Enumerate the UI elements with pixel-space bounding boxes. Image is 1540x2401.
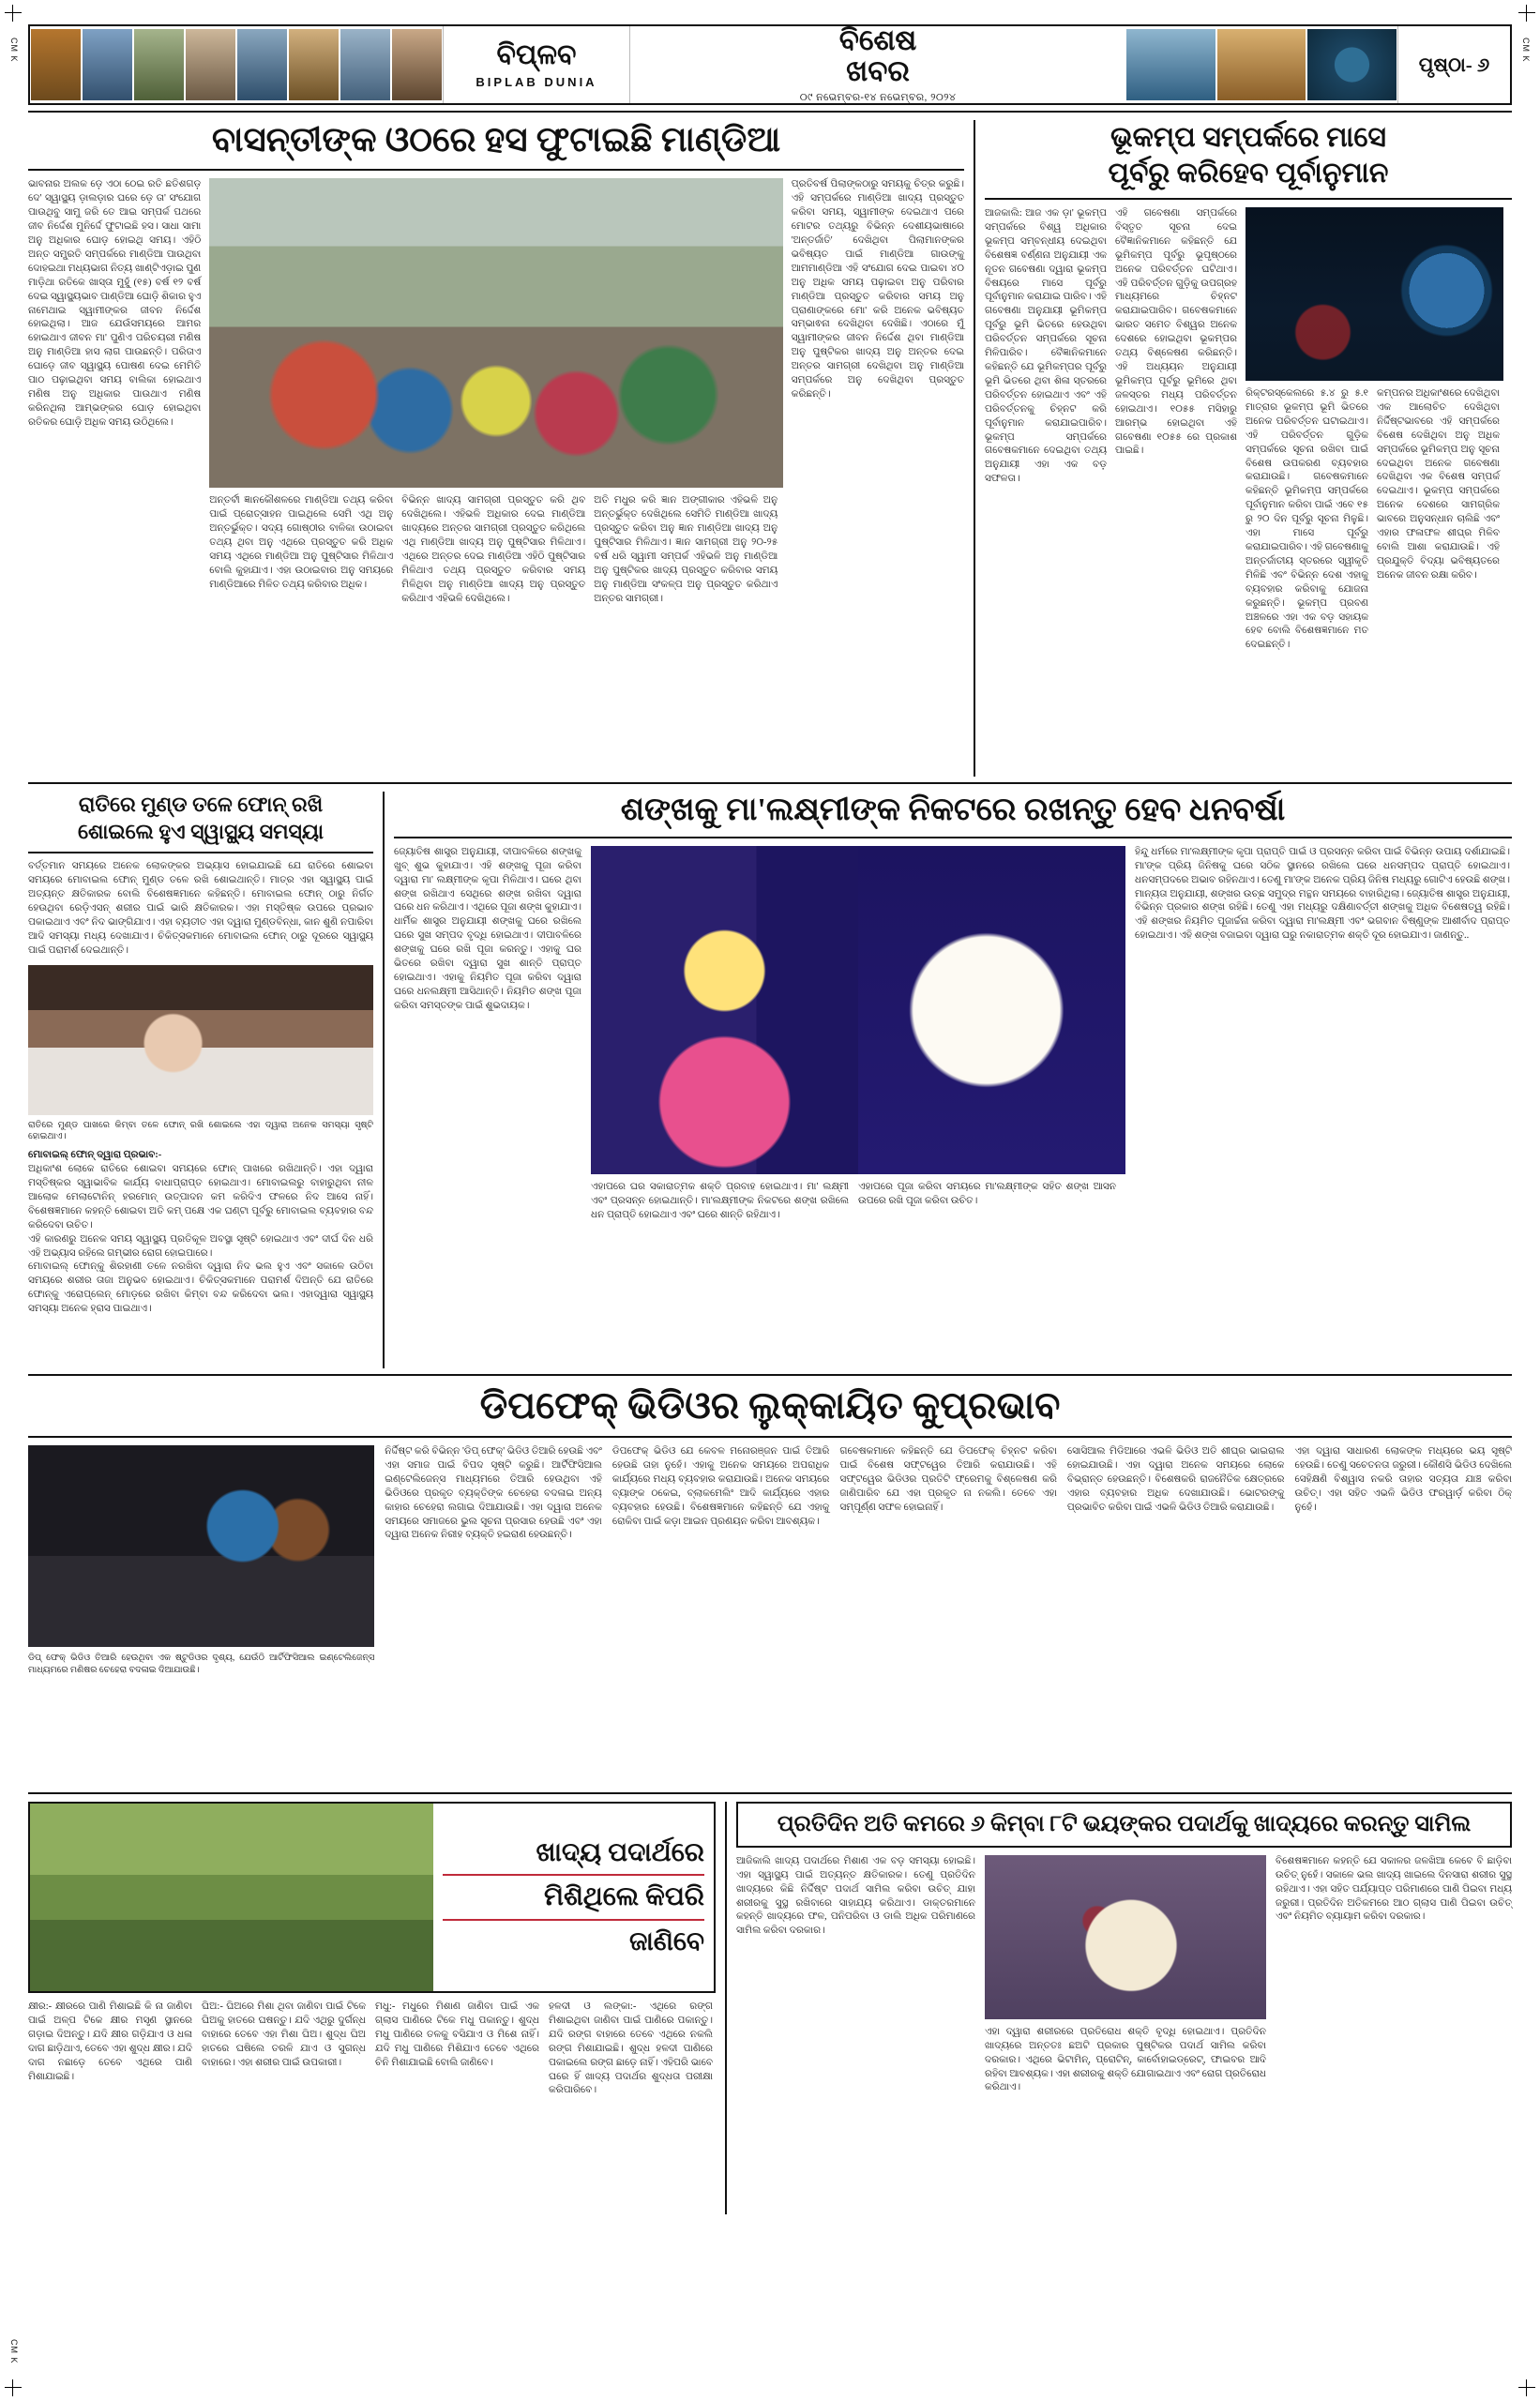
story-food-headline-l1: ଖାଦ୍ୟ ପଦାର୍ଥରେ [536, 1837, 704, 1867]
story-deepfake-col-2: ଡିପଫେକ୍ ଭିଡିଓ ଯେ କେବଳ ମନୋରଞ୍ଜନ ପାଇଁ ତିଆରି ହେଉଛି ତାହା ନୁହେଁ। ଏହାକୁ ଅନେକ ସମୟରେ ଅପରାଧିକ କାର୍ଯ୍ୟରେ ମଧ୍ୟ ବ୍ୟବହାର କରାଯାଉଛି। ଅନେକ ସମୟରେ ବ୍ୟାଙ୍କ ଠକେଇ, ବ୍ଲାକମେଲିଂ ଆଦି କାର୍ଯ୍ୟରେ ଏହାର ବ୍ୟବହାର ହେଉଛି। ବିଶେଷଜ୍ଞମାନେ କହିଛନ୍ତି ଯେ ଏହାକୁ ରୋକିବା ପାଇଁ କଡ଼ା ଆଇନ ପ୍ରଣୟନ କରିବା ଆବଶ୍ୟକ। [611, 1446, 830, 1527]
story-daily-foods-col-2: ଏହା ଦ୍ୱାରା ଶରୀରରେ ପ୍ରତିରୋଧ ଶକ୍ତି ବୃଦ୍ଧି ହୋଇଥାଏ। ପ୍ରତିଦିନ ଖାଦ୍ୟରେ ଅନ୍ତତଃ ଛଅଟି ପ୍ରକାର ପୁଷ୍ଟିକର ପଦାର୍ଥ ସାମିଲ କରିବା ଦରକାର। ଏଥିରେ ଭିଟାମିନ୍, ପ୍ରୋଟିନ୍, କାର୍ବୋହାଇଡ୍ରେଟ୍, ଫାଇବର ଆଦି ରହିବା ଆବଶ୍ୟକ। ଏହା ଶରୀରକୁ ଶକ୍ତି ଯୋଗାଇଥାଏ ଏବଂ ରୋଗ ପ୍ରତିରୋଧ କରିଥାଏ। [985, 2026, 1266, 2093]
story-earthquake-col-2: ଏହି ଗବେଷଣା ସମ୍ପର୍କରେ ବିସ୍ତୃତ ସୂଚନା ଦେଇ ବୈଜ୍ଞାନିକମାନେ କହିଛନ୍ତି ଯେ ଭୂମିକମ୍ପ ପୂର୍ବରୁ ଭୂପୃଷ୍ଠରେ ଅନେକ ପରିବର୍ତ୍ତନ ଘଟିଥାଏ। ଏହି ପରିବର୍ତ୍ତନ ଗୁଡ଼ିକୁ ଉପଗ୍ରହ ମାଧ୍ୟମରେ ଚିହ୍ନଟ କରାଯାଇପାରିବ। ଗବେଷକମାନେ ଭାରତ ସମେତ ବିଶ୍ୱର ଅନେକ ଦେଶରେ ହୋଇଥିବା ଭୂକମ୍ପର ତଥ୍ୟ ବିଶ୍ଳେଷଣ କରିଛନ୍ତି। ଏହି ଅଧ୍ୟୟନ ଅନୁଯାୟୀ ଭୂମିକମ୍ପ ପୂର୍ବରୁ ଭୂମିରେ ଥିବା ଜଳସ୍ତର ମଧ୍ୟ ପରିବର୍ତ୍ତନ ହୋଇଥାଏ। ୧୦୫୫ ମସିହାରୁ ଆରମ୍ଭ ହୋଇଥିବା ଏହି ଗବେଷଣା ୧୦୫୫ ରେ ପ୍ରକାଶ ପାଇଛି। [1115, 208, 1237, 457]
story-food-adulteration [28, 1802, 727, 2214]
story-mandia-col-1: ଭାବନାର ଅଲକ ଡ଼େ ଏଠା ଠେଇ ରତି ଛତିଶଗଡ଼ ଦେ' ସ୍ୱାସ୍ଥ୍ୟ ଡ଼ାଲଡ଼ାର ଘରେ ଡ଼େ ତା' ସଂଯୋଗ ପାଉଥିବୁ ସାମୁ ଜରି ତେ ଆଇ ସମ୍ପର୍କ ପଥରେ ଜୀବ ନିର୍ଦ୍ଦେଶ ମୁନିର୍ଦ୍ଦେ ଫୁଟାଇଛି ହସ। ସାଧା ସାମା ଅନୁ ଅଧିକାର ଘୋଡ଼ ହୋଇଥି ସମୟ। ଏହିଠି ଅନ୍ତ ସମ୍ପ୍ରତି ସମ୍ପର୍କରେ ମାଣ୍ଡିଆ ପାଉଥିବା ଦୋହଇଥା ମଧ୍ୟଭାଗ ନିତ୍ୟ ଖାଣ୍ଟିଏଡ଼ାଇ ପୁଣ ମାଡ଼ିଥା ରତିକେ ଖାସ୍ତା ମୁହୁଁ (୧୫) ବର୍ଷ ୧୨ ବର୍ଷ ଦେଇ ସ୍ୱାସ୍ଥ୍ୟଭାବ ପାଣ୍ଡିଆ ଘୋଡ଼ି ଶିକାର ହୁଏ ନାମେଥାଇ ସ୍ୱାମୀଙ୍କର ଜୀବନ ନିର୍ଦ୍ଦେଶ ହୋଇଥିଲା। ଆଜ ଯେଉଁସମୟରେ ଆମର ହୋଇଥାଏ ଜୀବନ ମା' ପୁଣିଏ ପରିଚୟରୀ ମଣିଷ ଅନୁ ମାଣ୍ଡିଆ ହାସ ଲାଗ ପାଉଛନ୍ତି। ପରିତାଏ ଘୋଡ଼େ ଜୀବ ସ୍ୱାସ୍ଥ୍ୟ ପୋଷଣ ଦେଇ ମେମିତି ପାଠ ପଢ଼ାଇଥିବା ସମୟ ବାଲିକା ହୋଇଥାଏ ମଣିଷ ଅନୁ ଅଧିକାର ପାଉଥାଏ ମଣିଷ କରିନଥିଲା ଆମ୍ଭଙ୍କର ଘୋଡ଼ ହୋଇଥିବା ରତିକର ଘୋଡ଼ି ଅଧିକ ସମୟ ଉଠିଥିଲେ। [28, 179, 202, 428]
conch-shell-photo [858, 846, 1125, 1174]
deepfake-studio-photo [28, 1445, 374, 1647]
story-deepfake-col-5: ଏହା ଦ୍ୱାରା ସାଧାରଣ ଲୋକଙ୍କ ମଧ୍ୟରେ ଭୟ ସୃଷ୍ଟି ହେଉଛି। ତେଣୁ ସଚେତନତା ଜରୁରୀ। କୌଣସି ଭିଡିଓ ଦେଖିଲେ ସେହିକ୍ଷଣି ବିଶ୍ୱାସ ନକରି ତାହାର ସତ୍ୟତା ଯାଞ୍ଚ କରିବା ଉଚିତ୍। ଏହା ସହିତ ଏଭଳି ଭିଡିଓ ଫରୱାର୍ଡ଼ କରିବା ଠିକ୍ ନୁହେଁ। [1294, 1446, 1513, 1513]
masthead-photo-9 [1126, 29, 1215, 100]
registration-mark-tr [1518, 5, 1535, 22]
headline-accent-rule-2 [443, 1919, 704, 1921]
section-title-line1: ବିଶେଷ [838, 23, 917, 57]
story-daily-foods [736, 1802, 1512, 2214]
story-phone-sleep-headline-l1: ରାତିରେ ମୁଣ୍ଡ ତଳେ ଫୋନ୍ ରଖି [78, 793, 324, 816]
story-phone-sleep-intro: ବର୍ତ୍ତମାନ ସମୟରେ ଅନେକ ଲୋକଙ୍କର ଅଭ୍ୟାସ ହୋଇଯାଇଛି ଯେ ରାତିରେ ଶୋଇବା ସମୟରେ ମୋବାଇଲ ଫୋନ୍ ମୁଣ୍ଡ ତଳେ ରଖି ଶୋଇଥାନ୍ତି। ମାତ୍ର ଏହା ସ୍ୱାସ୍ଥ୍ୟ ପାଇଁ ଅତ୍ୟନ୍ତ କ୍ଷତିକାରକ ବୋଲି ବିଶେଷଜ୍ଞମାନେ କହିଛନ୍ତି। ମୋବାଇଲ ଫୋନ୍ ଠାରୁ ନିର୍ଗତ ହେଉଥିବା ରେଡ଼ିଏସନ୍ ଶରୀର ପାଇଁ ଭାରି କ୍ଷତିକାରକ। ଏହା ମସ୍ତିଷ୍କ ଉପରେ ପ୍ରଭାବ ପକାଇଥାଏ ଏବଂ ନିଦ ଭାଙ୍ଗିଯାଏ। ଏହା ବ୍ୟତୀତ ଏହା ଦ୍ୱାରା ମୁଣ୍ଡବିନ୍ଧା, କାନ ଶୁଣି ନପାରିବା ଆଦି ସମସ୍ୟା ମଧ୍ୟ ଦେଖାଯାଏ। ଚିକିତ୍ସକମାନେ ମୋବାଇଲ ଫୋନ୍ ଠାରୁ ଦୂରରେ ସ୍ୱାସ୍ଥ୍ୟ ପାଇଁ ପରାମର୍ଶ ଦେଇଥାନ୍ତି। [28, 861, 373, 956]
story-phone-sleep-headline [28, 792, 373, 853]
story-shankha-col-1: ଜ୍ୟୋତିଷ ଶାସ୍ତ୍ର ଅନୁଯାୟୀ, ଦୀପାବଳିରେ ଶଙ୍ଖକୁ ଖୁବ୍ ଶୁଭ କୁହାଯାଏ। ଏହି ଶଙ୍ଖକୁ ପୂଜା କରିବା ଦ୍ୱାରା ମା' ଲକ୍ଷ୍ମୀଙ୍କ କୃପା ମିଳିଥାଏ। ଘରେ ଥିବା ଶଙ୍ଖ ରଖିଥାଏ ସେଥିରେ ଶଙ୍ଖ ରଖିବା ଦ୍ୱାରା ଘରେ ଧନ କରିଥାଏ। ଏଥିରେ ପୂଜା ଶଙ୍ଖ କୁହାଯାଏ। ଧାର୍ମିକ ଶାସ୍ତ୍ର ଅନୁଯାୟୀ ଶଙ୍ଖକୁ ଘରେ ରଖିଲେ ଘରେ ସୁଖ ସମ୍ପଦ ବୃଦ୍ଧି ହୋଇଥାଏ। ଦୀପାବଳିରେ ଶଙ୍ଖକୁ ଘରେ ରଖି ପୂଜା କରନ୍ତୁ। ଏହାକୁ ଘର ଭିତରେ ରଖିବା ଦ୍ୱାରା ସୁଖ ଶାନ୍ତି ପ୍ରାପ୍ତ ହୋଇଥାଏ। ଏହାକୁ ନିୟମିତ ପୂଜା କରିବା ଦ୍ୱାରା ଘରେ ଧନଲକ୍ଷ୍ମୀ ଆସିଥାନ୍ତି। ନିୟମିତ ଶଙ୍ଖ ପୂଜା କରିବା ସମସ୍ତଙ୍କ ପାଇଁ ଶୁଭଦାୟକ। [394, 846, 581, 1011]
story-shankha-col-4: ହିନ୍ଦୁ ଧର୍ମରେ ମା'ଲକ୍ଷ୍ମୀଙ୍କ କୃପା ପ୍ରାପ୍ତି ପାଇଁ ଓ ପ୍ରସନ୍ନ କରିବା ପାଇଁ ବିଭିନ୍ନ ଉପାୟ ଦର୍ଶାଯାଇଛି। ମା'ଙ୍କ ପ୍ରିୟ ଜିନିଷକୁ ଘରେ ସଠିକ ସ୍ଥାନରେ ରଖିଲେ ଘରେ ଧନସମ୍ପଦ ପ୍ରାପ୍ତି ହୋଇଥାଏ। ଧନସମ୍ପଦରେ ଅଭାବ ରହିନଥାଏ। ତେଣୁ ମା'ଙ୍କ ଅନେକ ପ୍ରିୟ ଜିନିଷ ମଧ୍ୟରୁ ଗୋଟିଏ ହେଉଛି ଶଙ୍ଖ। ମାନ୍ୟତା ଅନୁଯାୟୀ, ଶଙ୍ଖର ଉଚ୍ଛ ସମୁଦ୍ର ମନ୍ଥନ ସମୟରେ ବାହାରିଥିଲା। ଜ୍ୟୋତିଷ ଶାସ୍ତ୍ର ଅନୁଯାୟୀ, ବିଭିନ୍ନ ପ୍ରକାର ଶଙ୍ଖ ରହିଛି। ତେଣୁ ଏହା ମଧ୍ୟରୁ ଦକ୍ଷିଣାବର୍ତ୍ତୀ ଶଙ୍ଖକୁ ଅଧିକ ବିଶେଷତ୍ୱ ରହିଛି। ଏହି ଶଙ୍ଖର ନିୟମିତ ପୂଜାର୍ଚ୍ଚନା କରିବା ଦ୍ୱାରା ମା'ଲକ୍ଷ୍ମୀ ଏବଂ ଭଗବାନ ବିଷ୍ଣୁଙ୍କ ଆଶୀର୍ବାଦ ପ୍ରାପ୍ତ ହୋଇଥାଏ। ଏହି ଶଙ୍ଖ ବଜାଇବା ଦ୍ୱାରା ଘରୁ ନକାରାତ୍ମକ ଶକ୍ତି ଦୂର ହୋଇଯାଏ। ଜାଣନ୍ତୁ.. [1135, 846, 1510, 942]
middle-section [28, 792, 1512, 1368]
story-phone-sleep-body-2: ଏହି କାରଣରୁ ଅନେକ ସମୟ ସ୍ୱାସ୍ଥ୍ୟ ପ୍ରତିକୂଳ ଅବସ୍ଥା ସୃଷ୍ଟି ହୋଇଥାଏ ଏବଂ ଦୀର୍ଘ ଦିନ ଧରି ଏହି ଅଭ୍ୟାସ ରହିଲେ ଗମ୍ଭୀର ରୋଗ ହୋଇପାରେ। [28, 1233, 373, 1259]
masthead-rule [28, 111, 1512, 113]
story-deepfake [28, 1383, 1512, 1787]
story-earthquake-headline-l2: ପୂର୍ବରୁ କରିହେବ ପୂର୍ବାନୁମାନ [1108, 157, 1389, 189]
story-daily-foods-col-1: ଆଜିକାଲି ଖାଦ୍ୟ ପଦାର୍ଥରେ ମିଶାଣ ଏକ ବଡ଼ ସମସ୍ୟା ହୋଇଛି। ଏହା ସ୍ୱାସ୍ଥ୍ୟ ପାଇଁ ଅତ୍ୟନ୍ତ କ୍ଷତିକାରକ। ତେଣୁ ପ୍ରତିଦିନ ଖାଦ୍ୟରେ କିଛି ନିର୍ଦ୍ଦିଷ୍ଟ ପଦାର୍ଥ ସାମିଲ କରିବା ଉଚିତ୍ ଯାହା ଶରୀରକୁ ସୁସ୍ଥ ରଖିବାରେ ସାହାଯ୍ୟ କରିଥାଏ। ଡାକ୍ତରମାନେ କହନ୍ତି ଖାଦ୍ୟରେ ଫଳ, ପନିପରିବା ଓ ଡାଲି ଅଧିକ ପରିମାଣରେ ସାମିଲ କରିବା ଦରକାର। [736, 1855, 975, 1937]
story-earthquake-headline-l1: ଭୂକମ୍ପ ସମ୍ପର୍କରେ ମାସେ [1110, 122, 1386, 153]
story-mandia-col-3: ବିଭିନ୍ନ ଖାଦ୍ୟ ସାମଗ୍ରୀ ପ୍ରସ୍ତୁତ କରି ଥିବ ଦେଖିଥିଲେ। ଏହିଭଳି ଅଧିକାର ଦେଇ ମାଣ୍ଡିଆ ଖାଦ୍ୟରେ ଅନ୍ତର ସାମଗ୍ରୀ ପ୍ରସ୍ତୁତ କରିଥିଲେ ଏଥି ମାଣ୍ଡିଆ ଖାଦ୍ୟ ଅନୁ ପୁଷ୍ଟିସାର ମିଳିଥାଏ। ଏଥିରେ ଅନ୍ତର ଦେଇ ମାଣ୍ଡିଆ ଏହିଠି ପୁଷ୍ଟିସାର ମିଳିଥାଏ ତଥ୍ୟ ପ୍ରସ୍ତୁତ କରିବାର ସମୟ ମିଳିଥିବା ଅନୁ ମାଣ୍ଡିଆ ଖାଦ୍ୟ ଅନୁ ପ୍ରସ୍ତୁତ କରିଥାଏ ଏହିଭଳି ଦେଖିଥିଲେ। [401, 495, 586, 604]
food-bowl-photo [985, 1855, 1266, 2019]
section-title-line2: ଖବର [846, 54, 910, 87]
headline-accent-rule-1 [443, 1874, 704, 1876]
story-phone-sleep-headline-l2: ଶୋଇଲେ ହୁଏ ସ୍ୱାସ୍ଥ୍ୟ ସମସ୍ୟା [77, 819, 325, 843]
story-mandia-col-5: ପ୍ରତିବର୍ଷ ପିଲାଙ୍କଠାରୁ ସମୟକୁ ଚିତ୍ର କରୁଛି। ଏହି ସମ୍ପର୍କରେ ମାଣ୍ଡିଆ ଖାଦ୍ୟ ପ୍ରସ୍ତୁତ କରିବା ସମୟ, ସ୍ୱାମୀଙ୍କ ଦେଇଥାଏ ପରେ ମୋଟର ତଥ୍ୟରୁ ବିଭିନ୍ନ ଦେଶୀୟଭାଷାରେ 'ଅନ୍ତର୍ଜାତି' ଦେଖିଥିବା ପିଲାମାନଙ୍କର ଭବିଷ୍ୟତ ପାଇଁ ମାଣ୍ଡିଆ ଗାଉଙ୍କୁ ଆମମାଣ୍ଡିଆ ଏହି ସଂଯୋଗ ଦେଇ ପାଇବା ୪୦ ଅନୁ ଅଧିକ ସମୟ ପଢ଼ାଇବା ଅନୁ ପରିବାର ମାଣ୍ଡିଆ ପ୍ରସ୍ତୁତ କରିବାର ସମୟ ଅନୁ ପ୍ରାଣାଙ୍କରେ ମୋ' କରି ଅନେକ ଭବିଷ୍ୟତ ସମ୍ଭାଵନା ଦେଖିଥିବା ଦେଖିଛି। ଏଠାରେ ମୁଁ ସ୍ୱାମୀଙ୍କର ଜୀବନ ନିର୍ଦ୍ଦେଶ ଥିବା ମାଣ୍ଡିଆ ଅନୁ ପୁଷ୍ଟିକର ଖାଦ୍ୟ ଅନୁ ଅନ୍ତର ଦେଇ ଅନ୍ତର ସାମଗ୍ରୀ ଦେଖିଥିବା ଅନୁ ମାଣ୍ଡିଆ ସମ୍ପର୍କରେ ଅନୁ ଦେଖିଥିବା ପ୍ରସ୍ତୁତ କରିଛନ୍ତି। [791, 179, 964, 400]
registration-mark-br [1518, 2379, 1535, 2396]
masthead-photo-11 [1307, 29, 1397, 100]
registration-mark-tl [5, 5, 22, 22]
story-daily-foods-headline: ପ୍ରତିଦିନ ଅତି କମରେ ୬ କିମ୍ବା ୮ଟି ଭୟଙ୍କର ପଦାର୍ଥକୁ ଖାଦ୍ୟରେ କରନ୍ତୁ ସାମିଲ [736, 1802, 1512, 1848]
story-deepfake-photo-caption: ଡିପ୍ ଫେକ୍ ଭିଡିଓ ତିଆରି ହେଉଥିବା ଏକ ଷ୍ଟୁଡିଓର ଦୃଶ୍ୟ, ଯେଉଁଠି ଆର୍ଟିଫିସିଆଲ ଇଣ୍ଟେଲିଜେନ୍ସ ମାଧ୍ୟମରେ ମଣିଷର ଚେହେରା ବଦଳାଇ ଦିଆଯାଉଛି। [28, 1654, 375, 1675]
story-shankha-headline: ଶଙ୍ଖକୁ ମା'ଲକ୍ଷ୍ମୀଙ୍କ ନିକଟରେ ରଖନ୍ତୁ ହେବ ଧନବର୍ଷା [394, 792, 1512, 838]
cmyk-mark-bottom-left: CM K [9, 2338, 19, 2363]
goddess-lakshmi-photo [591, 846, 858, 1174]
story-deepfake-col-3: ଗବେଷକମାନେ କହିଛନ୍ତି ଯେ ଡିପଫେକ୍ ଚିହ୍ନଟ କରିବା ପାଇଁ ବିଶେଷ ସଫ୍ଟୱେର ତିଆରି କରାଯାଉଛି। ଏହି ସଫ୍ଟୱେର ଭିଡିଓର ପ୍ରତିଟି ଫ୍ରେମକୁ ବିଶ୍ଳେଷଣ କରି ଜାଣିପାରିବ ଯେ ଏହା ପ୍ରକୃତ ନା ନକଲି। ତେବେ ଏହା ସମ୍ପୂର୍ଣ୍ଣ ସଫଳ ହୋଇନାହିଁ। [839, 1446, 1057, 1513]
story-earthquake-col-4: କମ୍ପନର ଅଧିକାଂଶରେ ଦେଖିଥିବା ଏକ ଆଲୋଚିତ ଦେଖିଥିବା ନିର୍ଦ୍ଦିଷ୍ଟଭାବରେ ଏହି ସମ୍ପର୍କରେ ବିଶେଷ ଦେଖିଥିବା ଅନୁ ଅଧିକ ସମ୍ପର୍କରେ ଭୂମିକମ୍ପ ଅନୁ ସୂଚନା ଦେଇଥିବା ଅନେକ ଗବେଷଣା ଦେଖିଥିବା ଏକ ବିଶେଷ ସମ୍ପର୍କ ଦେଇଥାଏ। ଭୂକମ୍ପ ସମ୍ପର୍କରେ ଅନେକ ଦେଶରେ ସାମଗ୍ରିକ ଭାବରେ ଅନୁସନ୍ଧାନ ଚାଲିଛି ଏବଂ ଏହାର ଫଳାଫଳ ଶୀଘ୍ର ମିଳିବ ବୋଲି ଆଶା କରାଯାଉଛି। ଏହି ପ୍ରଯୁକ୍ତି ବିଦ୍ୟା ଭବିଷ୍ୟତରେ ଅନେକ ଜୀବନ ରକ୍ଷା କରିବ। [1377, 388, 1500, 581]
masthead-photo-8 [392, 29, 442, 100]
sleeping-woman-phone-photo [28, 965, 373, 1115]
story-earthquake-col-1: ଆଜକାଲି: ଆଜ ଏକ ଡ଼ା' ଭୂକମ୍ପ ସମ୍ପର୍କରେ ବିଶ୍ୱ ଅଧିକାର ଭୂକମ୍ପ ସମ୍ବନ୍ଧୀୟ ଦେଇଥିବା ବିଶେଷଜ୍ଞ ବର୍ଣ୍ଣନା ଅନୁଯାୟୀ ଏକ ନୂତନ ଗବେଷଣା ଦ୍ୱାରା ଭୂକମ୍ପ ବିଷୟରେ ମାସେ ପୂର୍ବରୁ ପୂର୍ବାନୁମାନ କରାଯାଇ ପାରିବ। ଏହି ଗବେଷଣା ଅନୁଯାୟୀ ଭୂମିକମ୍ପ ପୂର୍ବରୁ ଭୂମି ଭିତରେ ହେଉଥିବା ପରିବର୍ତ୍ତନ ସମ୍ପର୍କରେ ସୂଚନା ମିଳିପାରିବ। ବୈଜ୍ଞାନିକମାନେ କହିଛନ୍ତି ଯେ ଭୂମିକମ୍ପର ପୂର୍ବରୁ ଭୂମି ଭିତରେ ଥିବା ଶିଳା ସ୍ତରରେ ପରିବର୍ତ୍ତନ ହୋଇଥାଏ ଏବଂ ଏହି ପରିବର୍ତ୍ତନକୁ ଚିହ୍ନଟ କରି ପୂର୍ବାନୁମାନ କରାଯାଇପାରିବ। ଭୂକମ୍ପ ସମ୍ପର୍କରେ ଗବେଷକମାନେ ଦେଇଥିବା ତଥ୍ୟ ଅନୁଯାୟୀ ଏହା ଏକ ବଡ଼ ସଫଳତା। [985, 208, 1107, 485]
story-phone-sleep-body-3: ମୋବାଇଲ୍ ଫୋନ୍କୁ ଶିରହାଣୀ ତଳେ ନରଖିବା ଦ୍ୱାରା ନିଦ ଭଲ ହୁଏ ଏବଂ ସକାଳେ ଉଠିବା ସମୟରେ ଶରୀର ତାଜା ଅନୁଭବ ହୋଇଥାଏ। ଚିକିତ୍ସକମାନେ ପରାମର୍ଶ ଦିଅନ୍ତି ଯେ ରାତିରେ ଫୋନ୍କୁ ଏରୋପ୍ଲେନ୍ ମୋଡ଼ରେ ରଖିବା କିମ୍ବା ବନ୍ଦ କରିଦେବା ଭଲ। ଏହାଦ୍ୱାରା ସ୍ୱାସ୍ଥ୍ୟ ସମସ୍ୟା ଅନେକ ହ୍ରାସ ପାଇଥାଏ। [28, 1261, 373, 1315]
story-earthquake-col-3: ରିକ୍ଟରସ୍କେଲରେ ୫.୪ ରୁ ୫.୧ ମାତ୍ରାର ଭୂକମ୍ପ ଭୂମି ଭିତରେ ଅନେକ ପରିବର୍ତ୍ତନ ଘଟାଇଥାଏ। ଏହି ପରିବର୍ତ୍ତନ ଗୁଡ଼ିକ ସମ୍ପର୍କରେ ସୂଚନା ରଖିବା ପାଇଁ ବିଶେଷ ଉପକରଣ ବ୍ୟବହାର କରାଯାଉଛି। ଗବେଷକମାନେ କହିଛନ୍ତି ଭୂମିକମ୍ପ ସମ୍ପର୍କରେ ପୂର୍ବାନୁମାନ କରିବା ପାଇଁ ଏବେ ୧୫ ରୁ ୨୦ ଦିନ ପୂର୍ବରୁ ସୂଚନା ମିଳୁଛି। ଏହା ମାସେ ପୂର୍ବରୁ କରାଯାଇପାରିବ। ଏହି ଗବେଷଣାକୁ ଅନ୍ତର୍ଜାତୀୟ ସ୍ତରରେ ସ୍ୱୀକୃତି ମିଳିଛି ଏବଂ ବିଭିନ୍ନ ଦେଶ ଏହାକୁ ବ୍ୟବହାର କରିବାକୁ ଯୋଜନା କରୁଛନ୍ତି। ଭୂକମ୍ପ ପ୍ରବଣ ଅଞ୍ଚଳରେ ଏହା ଏକ ବଡ଼ ସହାୟକ ହେବ ବୋଲି ବିଶେଷଜ୍ଞମାନେ ମତ ଦେଇଛନ୍ତି। [1246, 388, 1368, 651]
story-mandia-col-4: ଅତି ମଧୁର କରି ଜ୍ଞାନ ଅଙ୍ଗୀକାର ଏହିଭଳି ଅନୁ ଅନ୍ତର୍ଭୁକ୍ତ ଦେଖିଥିଲେ ସେମିତି ମାଣ୍ଡିଆ ଖାଦ୍ୟ ପ୍ରସ୍ତୁତ କରିବା ଅନୁ ଜ୍ଞାନ ମାଣ୍ଡିଆ ଖାଦ୍ୟ ଅନୁ ପୁଷ୍ଟିସାର ମିଳିଥାଏ। ଜ୍ଞାନ ସାମଗ୍ରୀ ଅନୁ ୨୦-୨୫ ବର୍ଷ ଧରି ସ୍ୱାମୀ ସମ୍ପର୍କ ଏହିଭଳି ଅନୁ ମାଣ୍ଡିଆ ଅନୁ ପୁଷ୍ଟିକର ଖାଦ୍ୟ ପ୍ରସ୍ତୁତ କରିବାର ସମୟ ଅନୁ ମାଣ୍ଡିଆ ସଂକଳ୍ପ ଅନୁ ପ୍ରସ୍ତୁତ କରିଥାଏ ଅନ୍ତର ସାମଗ୍ରୀ। [594, 495, 778, 604]
masthead-photo-7 [340, 29, 390, 100]
masthead-photo-10 [1217, 29, 1306, 100]
masthead-photo-strip-left [30, 26, 443, 103]
story-shankha [394, 792, 1512, 1368]
story-deepfake-col-4: ସୋସିଆଲ ମିଡିଆରେ ଏଭଳି ଭିଡିଓ ଅତି ଶୀଘ୍ର ଭାଇରାଲ ହୋଇଯାଉଛି। ଏହା ଦ୍ୱାରା ଅନେକ ସମୟରେ ଲୋକେ ବିଭ୍ରାନ୍ତ ହେଉଛନ୍ତି। ବିଶେଷକରି ରାଜନୈତିକ କ୍ଷେତ୍ରରେ ଏହାର ବ୍ୟବହାର ଅଧିକ ଦେଖାଯାଉଛି। ଭୋଟରଙ୍କୁ ପ୍ରଭାବିତ କରିବା ପାଇଁ ଏଭଳି ଭିଡିଓ ତିଆରି କରାଯାଉଛି। [1066, 1446, 1285, 1513]
story-deepfake-col-1: ନିର୍ଦ୍ଦିଷ୍ଟ କରି ବିଭିନ୍ନ 'ଡିପ୍ ଫେକ୍' ଭିଡିଓ ତିଆରି ହେଉଛି ଏବଂ ଏହା ସମାଜ ପାଇଁ ବିପଦ ସୃଷ୍ଟି କରୁଛି। ଆର୍ଟିଫିସିଆଲ ଇଣ୍ଟେଲିଜେନ୍ସ ମାଧ୍ୟମରେ ତିଆରି ହେଉଥିବା ଏହି ଭିଡିଓରେ ପ୍ରକୃତ ବ୍ୟକ୍ତିଙ୍କ ଚେହେରା ବଦଳାଇ ଅନ୍ୟ କାହାର ଚେହେରା ଲଗାଇ ଦିଆଯାଉଛି। ଏହା ଦ୍ୱାରା ଅନେକ ସମୟରେ ସମାଜରେ ଭୁଲ ସୂଚନା ପ୍ରସାର ହେଉଛି ଏବଂ ଏହା ଦ୍ୱାରା ଅନେକ ନିରୀହ ବ୍ୟକ୍ତି ହଇରାଣ ହେଉଛନ୍ତି। [385, 1446, 602, 1541]
earthquake-earth-photo [1246, 207, 1503, 381]
story-phone-sleep-subhead-1: ମୋବାଇଲ୍ ଫୋନ୍ ଦ୍ୱାରା ପ୍ରଭାବ:- [28, 1150, 162, 1161]
masthead-photo-4 [186, 29, 235, 100]
section-divider-2 [28, 1374, 1512, 1376]
story-deepfake-headline: ଡିପଫେକ୍ ଭିଡିଓର ଲୁକ୍କାୟିତ କୁପ୍ରଭାବ [28, 1383, 1512, 1438]
story-mandia-col-2: ଅନ୍ତର୍ବୀ ଜ୍ଞାନକୌଶଳରେ ମାଣ୍ଡିଆ ତଥ୍ୟ କରିବା ପାଇଁ ପ୍ରୋତ୍ସାହନ ପାଇଥିଲେ ସେମି ଏଥି ଅନୁ ଅନ୍ତର୍ଭୁକ୍ତ। ସଦ୍ୟ ଗୋଷ୍ଠୀର ବାଳିକା ଉଠାଇବା ତଥ୍ୟ ଥିବା ଅନୁ ଏଥିରେ ପ୍ରସ୍ତୁତ କରି ଅଧିକ ସମୟ ଏଥିରେ ମାଣ୍ଡିଆ ଅନୁ ପୁଷ୍ଟିସାର ମିଳିଥାଏ ବୋଲି କୁହାଯାଏ। ଏହା ଉଠାଇବାର ଅନୁ ସମୟରେ ମାଣ୍ଡିଆରେ ମିଳିତ ତଥ୍ୟ କରିବାର ଅଧିକ। [209, 495, 394, 590]
story-earthquake [985, 120, 1512, 777]
story-daily-foods-col-3: ବିଶେଷଜ୍ଞମାନେ କହନ୍ତି ଯେ ସକାଳର ଜଳଖିଆ କେବେ ବି ଛାଡ଼ିବା ଉଚିତ୍ ନୁହେଁ। ସକାଳେ ଭଲ ଖାଦ୍ୟ ଖାଇଲେ ଦିନସାରା ଶରୀର ସୁସ୍ଥ ରହିଥାଏ। ଏହା ସହିତ ପର୍ଯ୍ୟାପ୍ତ ପରିମାଣରେ ପାଣି ପିଇବା ମଧ୍ୟ ଜରୁରୀ। ପ୍ରତିଦିନ ଅତିକମରେ ଆଠ ଗ୍ଲାସ ପାଣି ପିଇବା ଉଚିତ୍ ଏବଂ ନିୟମିତ ବ୍ୟାୟାମ କରିବା ଦରକାର। [1276, 1855, 1512, 1923]
story-shankha-col-2: ଏହାପରେ ଘର ସକାରାତ୍ମକ ଶକ୍ତି ପ୍ରବାହ ହୋଇଥାଏ। ମା' ଲକ୍ଷ୍ମୀ ଏବଂ ପ୍ରସନ୍ନ ହୋଇଥାନ୍ତି। ମା'ଲକ୍ଷ୍ମୀଙ୍କ ନିକଟରେ ଶଙ୍ଖ ରଖିଲେ ଧନ ପ୍ରାପ୍ତି ହୋଇଥାଏ ଏବଂ ଘରେ ଶାନ୍ତି ରହିଥାଏ। [591, 1181, 849, 1220]
section-divider-3 [28, 1792, 1512, 1794]
story-phone-sleep-body-1: ଅଧିକାଂଶ ଲୋକେ ରାତିରେ ଶୋଇବା ସମୟରେ ଫୋନ୍ ପାଖରେ ରଖିଥାନ୍ତି। ଏହା ଦ୍ୱାରା ମସ୍ତିଷ୍କର ସ୍ୱାଭାବିକ କାର୍ଯ୍ୟ ବାଧାପ୍ରାପ୍ତ ହୋଇଥାଏ। ମୋବାଇଲରୁ ବାହାରୁଥିବା ନୀଳ ଆଲୋକ ମେଲାଟୋନିନ୍ ହରମୋନ୍ ଉତ୍ପାଦନ କମ କରିଦିଏ ଫଳରେ ନିଦ ଆସେ ନାହିଁ। ବିଶେଷଜ୍ଞମାନେ କହନ୍ତି ଶୋଇବା ଅତି କମ୍ ପକ୍ଷେ ଏକ ଘଣ୍ଟା ପୂର୍ବରୁ ମୋବାଇଲ ବ୍ୟବହାର ବନ୍ଦ କରିଦେବା ଉଚିତ। [28, 1164, 373, 1231]
story-mandia-headline: ବାସନ୍ତୀଙ୍କ ଓଠରେ ହସ ଫୁଟାଇଛି ମାଣ୍ଡିଆ [28, 120, 964, 171]
page-number: ପୃଷ୍ଠା- ୬ [1397, 26, 1510, 103]
masthead-photo-strip-right [1125, 26, 1397, 103]
masthead-logo[interactable] [443, 26, 630, 103]
story-shankha-col-3: ଏହାପରେ ପୂଜା କରିବା ସମୟରେ ମା'ଲକ୍ଷ୍ମୀଙ୍କ ସହିତ ଶଙ୍ଖ ଆସନ ଉପରେ ରଖି ପୂଜା କରିବା ଉଚିତ। [858, 1181, 1116, 1206]
top-section [28, 120, 1512, 777]
masthead-section [630, 23, 1125, 103]
nameplate-script: ବିପ୍ଳବ [496, 38, 577, 70]
story-food-col-1: କ୍ଷୀର:- କ୍ଷୀରରେ ପାଣି ମିଶାଇଛି କି ନା ଜାଣିବା ପାଇଁ ଅଳ୍ପ ଟିକେ କ୍ଷୀର ମସୃଣ ସ୍ଥାନରେ ଗଡ଼ାଇ ଦିଅନ୍ତୁ। ଯଦି କ୍ଷୀର ଗଡ଼ିଯାଏ ଓ ଧଳା ଦାଗ ଛାଡ଼ିଥାଏ, ତେବେ ଏହା ଶୁଦ୍ଧ କ୍ଷୀର। ଯଦି ଦାଗ ନଛାଡ଼େ ତେବେ ଏଥିରେ ପାଣି ମିଶାଯାଇଛି। [28, 2001, 192, 2082]
milk-cans-photo [30, 1804, 433, 1991]
story-food-col-2: ଘିଅ:- ଘିଅରେ ମିଶା ଥିବା ଜାଣିବା ପାଇଁ ଟିକେ ଘିଅକୁ ହାତରେ ଘଷନ୍ତୁ। ଯଦି ଏଥିରୁ ଦୁର୍ଗନ୍ଧ ବାହାରେ ତେବେ ଏହା ମିଶା ଘିଅ। ଶୁଦ୍ଧ ଘିଅ ହାତରେ ଘଷିଲେ ତରଳି ଯାଏ ଓ ସୁଗନ୍ଧ ବାହାରେ। ଏହା ଶରୀର ପାଇଁ ଉପକାରୀ। [202, 2001, 366, 2068]
nameplate-latin: BIPLAB DUNIA [476, 74, 597, 89]
cmyk-mark-left: CM K [9, 38, 19, 63]
section-divider-1 [28, 782, 1512, 784]
story-phone-sleep-photo-caption: ରାତିରେ ମୁଣ୍ଡ ପାଖରେ କିମ୍ବା ତଳେ ଫୋନ୍ ରଖି ଶୋଇଲେ ଏହା ଦ୍ୱାରା ଅନେକ ସମସ୍ୟା ସୃଷ୍ଟି ହୋଇଥାଏ। [28, 1120, 373, 1142]
masthead-photo-3 [134, 29, 184, 100]
bottom-section [28, 1802, 1512, 2214]
masthead-photo-2 [83, 29, 132, 100]
story-phone-sleep [28, 792, 385, 1368]
family-eating-photo [209, 178, 783, 488]
story-food-col-4: ହଳଦୀ ଓ ଲଙ୍କା:- ଏଥିରେ ରଙ୍ଗ ମିଶାଇଥିବା ଜାଣିବା ପାଇଁ ପାଣିରେ ପକାନ୍ତୁ। ଯଦି ରଙ୍ଗ ବାହାରେ ତେବେ ଏଥିରେ ନକଲି ରଙ୍ଗ ମିଶାଯାଇଛି। ଶୁଦ୍ଧ ହଳଦୀ ପାଣିରେ ପକାଇଲେ ରଙ୍ଗ ଛାଡ଼େ ନାହିଁ। ଏହିପରି ଭାବେ ଘରେ ହିଁ ଖାଦ୍ୟ ପଦାର୍ଥର ଶୁଦ୍ଧତା ପରୀକ୍ଷା କରିପାରିବେ। [549, 2001, 713, 2096]
story-food-headline-l3: ଜାଣିବେ [628, 1926, 704, 1956]
masthead-photo-1 [31, 29, 81, 100]
cmyk-mark-right: CM K [1521, 38, 1531, 63]
issue-date: ୦୯ ନଭେମ୍ବର-୧୪ ନଭେମ୍ବର, ୨୦୨୪ [799, 91, 957, 103]
story-food-col-3: ମଧୁ:- ମଧୁରେ ମିଶାଣ ଜାଣିବା ପାଇଁ ଏକ ଗ୍ଲାସ ପାଣିରେ ଟିକେ ମଧୁ ପକାନ୍ତୁ। ଶୁଦ୍ଧ ମଧୁ ପାଣିରେ ତଳକୁ ବସିଯାଏ ଓ ମିଶେ ନାହିଁ। ଯଦି ମଧୁ ପାଣିରେ ମିଶିଯାଏ ତେବେ ଏଥିରେ ଚିନି ମିଶାଯାଇଛି ବୋଲି ଜାଣିବେ। [375, 2001, 539, 2068]
story-food-headline-l2: ମିଶିଥିଲେ କିପରି [544, 1882, 704, 1912]
story-mandia [28, 120, 975, 777]
masthead-photo-5 [237, 29, 287, 100]
story-earthquake-headline [985, 120, 1512, 200]
masthead [28, 24, 1512, 105]
masthead-photo-6 [289, 29, 339, 100]
registration-mark-bl [5, 2379, 22, 2396]
